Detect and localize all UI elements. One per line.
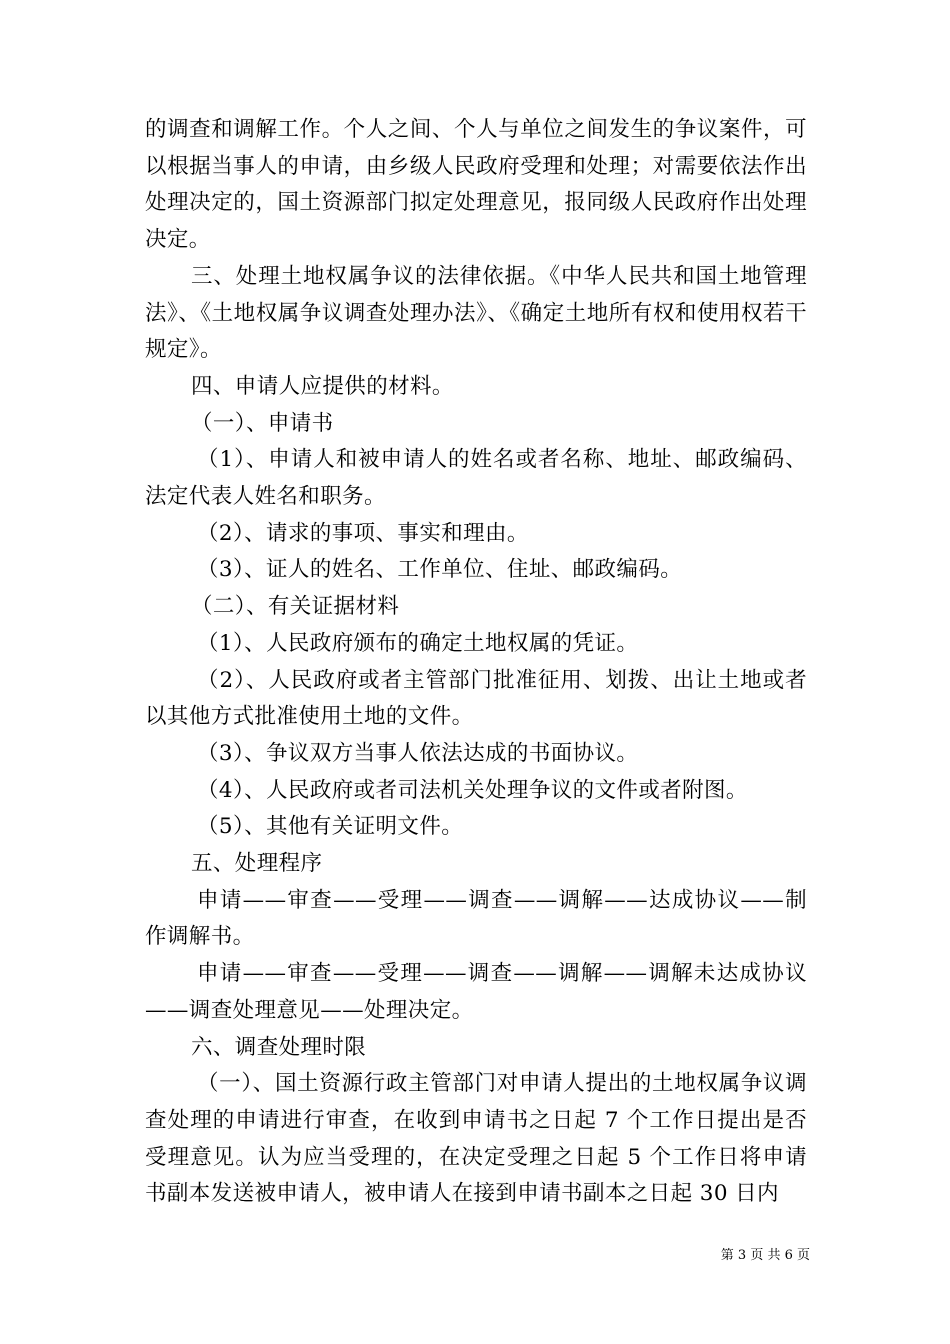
list-item: （4）、人民政府或者司法机关处理争议的文件或者附图。 bbox=[197, 777, 748, 803]
document-page bbox=[145, 112, 807, 1213]
paragraph-time-limit: （一）、国土资源行政主管部门对申请人提出的土地权属争议调查处理的申请进行审查，在收到申请书之日起 7 个工作日提出是否受理意见。认为应当受理的，在决定受理之日起 5 个工作日将申请书副本发送被申请人，被申请人在接到申请书副本之日起 30 日内 bbox=[145, 1071, 807, 1207]
list-item: （3）、争议双方当事人依法达成的书面协议。 bbox=[197, 740, 639, 766]
subheading-application: （一）、申请书 bbox=[191, 410, 334, 436]
list-item: （3）、证人的姓名、工作单位、住址、邮政编码。 bbox=[197, 557, 683, 583]
list-item: （1）、人民政府颁布的确定土地权属的凭证。 bbox=[197, 630, 639, 656]
list-item: （2）、人民政府或者主管部门批准征用、划拨、出让土地或者以其他方式批准使用土地的文件。 bbox=[145, 667, 807, 730]
subheading-evidence: （二）、有关证据材料 bbox=[191, 594, 400, 620]
list-item: （1）、申请人和被申请人的姓名或者名称、地址、邮政编码、法定代表人姓名和职务。 bbox=[145, 447, 807, 510]
page-number: 第 3 页 共 6 页 bbox=[720, 1248, 810, 1263]
list-item: （5）、其他有关证明文件。 bbox=[197, 814, 464, 840]
procedure-flow: 申请——审查——受理——调查——调解——调解未达成协议——调查处理意见——处理决定。 bbox=[145, 961, 807, 1023]
heading-procedure: 五、处理程序 bbox=[191, 851, 323, 877]
paragraph-continuation: 的调查和调解工作。个人之间、个人与单位之间发生的争议案件，可以根据当事人的申请，由乡级人民政府受理和处理；对需要依法作出处理决定的，国土资源部门拟定处理意见，报同级人民政府作出处理决定。 bbox=[145, 117, 807, 253]
procedure-flow: 申请——审查——受理——调查——调解——达成协议——制作调解书。 bbox=[145, 887, 807, 950]
list-item: （2）、请求的事项、事实和理由。 bbox=[197, 520, 529, 546]
heading-time-limit: 六、调查处理时限 bbox=[191, 1034, 367, 1060]
heading-materials: 四、申请人应提供的材料。 bbox=[191, 373, 454, 399]
paragraph-legal-basis: 三、处理土地权属争议的法律依据。《中华人民共和国土地管理法》、《土地权属争议调查处理办法》、《确定土地所有权和使用权若干规定》。 bbox=[145, 263, 807, 363]
